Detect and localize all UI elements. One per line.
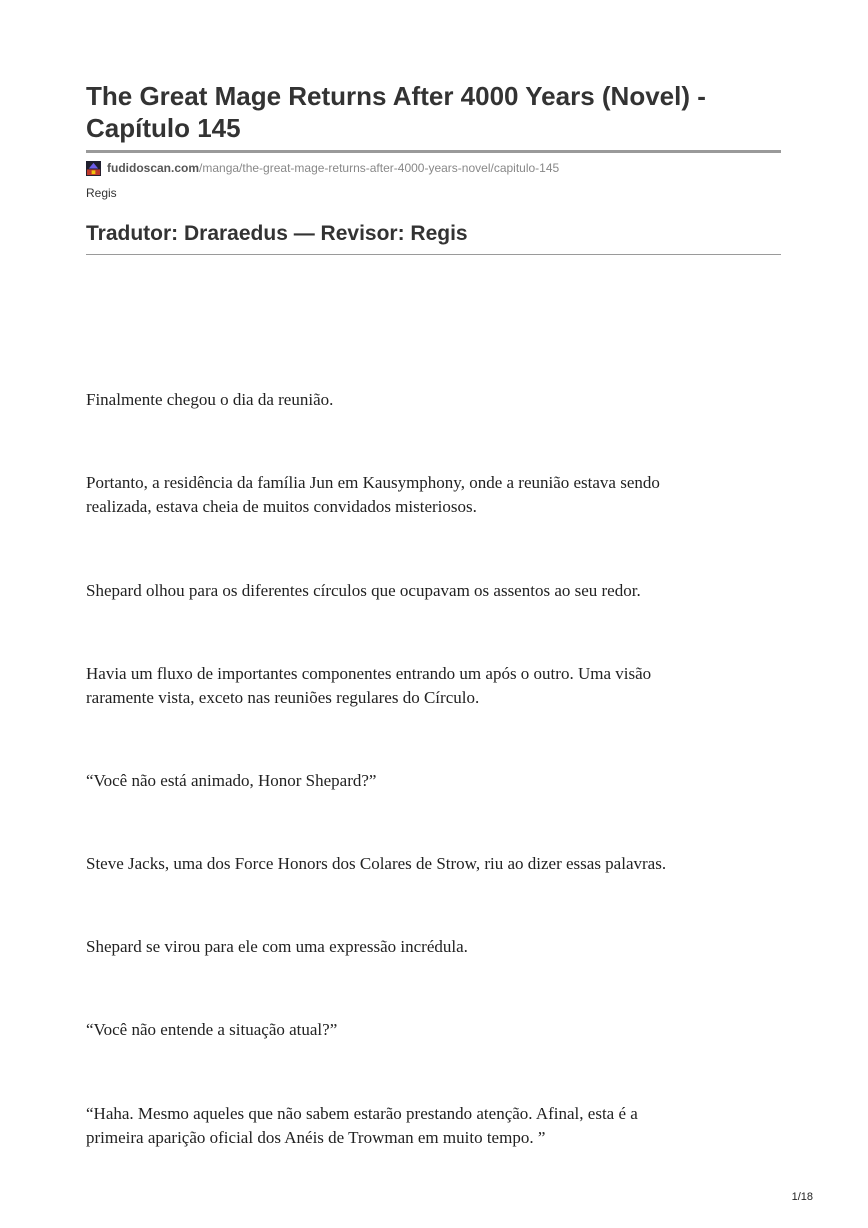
paragraph-line: Finalmente chegou o dia da reunião.	[86, 390, 334, 409]
page-number: 1/18	[791, 1191, 813, 1203]
paragraph-line: Havia um fluxo de importantes componentes entrando um após o outro. Uma visão	[86, 664, 652, 683]
subtitle-divider	[86, 254, 781, 255]
chapter-credits-heading: Tradutor: Draraedus — Revisor: Regis	[86, 222, 468, 245]
paragraph	[86, 1018, 766, 1042]
paragraph-line: Steve Jacks, uma dos Force Honors dos Colares de Strow, riu ao dizer essas palavras.	[86, 854, 667, 873]
paragraph-line: raramente vista, exceto nas reuniões regulares do Círculo.	[86, 688, 480, 707]
paragraph	[86, 579, 766, 603]
author-name: Regis	[86, 186, 117, 200]
title-divider	[86, 150, 781, 153]
paragraph-line: realizada, estava cheia de muitos convidados misteriosos.	[86, 497, 477, 516]
paragraph	[86, 662, 766, 710]
page-title-line-1: The Great Mage Returns After 4000 Years (Novel) -	[86, 81, 706, 111]
paragraph-line: primeira aparição oficial dos Anéis de Trowman em muito tempo. ”	[86, 1128, 546, 1147]
paragraph-line: Shepard olhou para os diferentes círculos que ocupavam os assentos ao seu redor.	[86, 581, 641, 600]
paragraph	[86, 852, 766, 876]
source-domain[interactable]: fudidoscan.com	[107, 161, 200, 175]
page-title-line-2: Capítulo 145	[86, 113, 241, 143]
paragraph-line: “Você não entende a situação atual?”	[86, 1020, 338, 1039]
site-favicon-icon	[86, 161, 101, 176]
paragraph-line: Portanto, a residência da família Jun em Kausymphony, onde a reunião estava sendo	[86, 473, 660, 492]
source-url[interactable]	[86, 159, 559, 177]
page-title	[86, 80, 781, 144]
paragraph-line: “Haha. Mesmo aqueles que não sabem estarão prestando atenção. Afinal, esta é a	[86, 1104, 638, 1123]
paragraph-line: Shepard se virou para ele com uma expressão incrédula.	[86, 937, 468, 956]
paragraph	[86, 388, 766, 412]
paragraph	[86, 1102, 766, 1150]
paragraph	[86, 935, 766, 959]
paragraph	[86, 769, 766, 793]
paragraph	[86, 471, 766, 519]
paragraph-line: “Você não está animado, Honor Shepard?”	[86, 771, 377, 790]
source-path[interactable]: /manga/the-great-mage-returns-after-4000-years-novel/capitulo-145	[199, 161, 560, 175]
